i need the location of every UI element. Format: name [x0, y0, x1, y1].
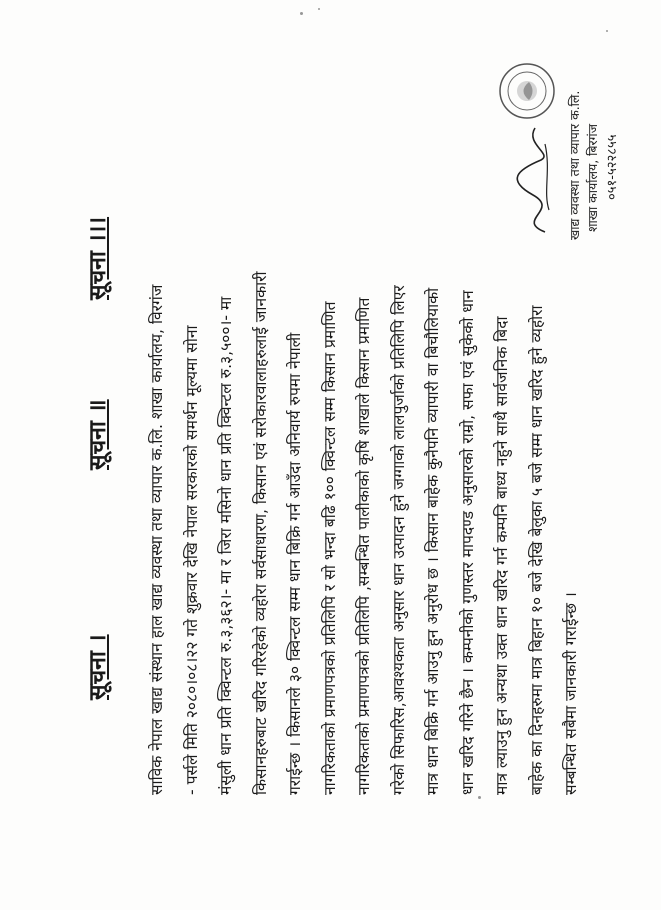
- signature-stamp-block: [480, 50, 630, 270]
- handwritten-signature: [505, 120, 565, 240]
- signature-branch-office: शाखा कार्यालय, बिरगंज: [585, 124, 600, 232]
- signature-office-name: खाद्य व्यवस्था तथा व्यापार क.लि.: [567, 90, 582, 240]
- notice-line: नागरिकताको प्रमाणपत्रको प्रतिलिपि ,सम्बन्धित पालीकाको कृषि शाखाले किसान प्रमाणित: [355, 297, 373, 795]
- notice-line: सम्बन्धित सबैमा जानकारी गराईन्छ ।: [562, 592, 580, 795]
- notice-line: नागरिकताको प्रमाणपत्रको प्रतिलिपि र सो भन्दा बढि १०० क्विन्टल सम्म किसान प्रमाणित: [320, 301, 339, 795]
- notice-line: धान खरिद गरिने छैन । कम्पनीको गुणस्तर मापदण्ड अनुसारको राम्रो, सफा एवं सुकेको धान: [458, 290, 477, 795]
- notice-line: गरेको सिफारिस,आवश्यकता अनुसार धान उत्पादन हुने जग्गाको लालपुर्जाको प्रतिलिपि लिएर: [389, 285, 408, 795]
- notice-headline: [80, 100, 120, 700]
- notice-line: बाहेक का दिनहरुमा मात्र बिहान १० बजे देखि बेलुका ५ बजे सम्म धान खरिद हुने व्यहोरा: [527, 305, 546, 795]
- notice-line: गराईन्छ । किसानले ३० क्विन्टल सम्म धान बिक्रि गर्न आउँदा अनिवार्य रुपमा नेपाली: [286, 332, 304, 795]
- notice-line: मंसुली धान प्रति क्विन्टल रु.३,३६२।- मा र जिरा मसिनो धान प्रति क्विन्टल रु.३,५००।- मा: [217, 296, 235, 795]
- notice-heading-2: सूचना ॥: [85, 399, 111, 470]
- notice-line: साविक नेपाल खाद्य संस्थान हाल खाद्य व्यवस्था तथा व्यापार क.लि. शाखा कार्यालय, विरगंज: [148, 284, 166, 795]
- office-stamp: [498, 62, 556, 120]
- notice-line: - पर्सले मिति २०८०।०८।२२ गते शुक्रवार देखि नेपाल सरकारको समर्थन मूल्यमा सोना: [182, 325, 201, 795]
- signature-phone: ०५१-५२२८५५: [605, 134, 620, 200]
- notice-line: मात्र धान बिक्रि गर्न आउनु हुन अनुरोध छ । किसान बाहेक कुनैपनि व्यापारी वा बिचौलियाको: [424, 287, 442, 795]
- notice-line: किसानहरुबाट खरिद गरिरहेको व्यहोरा सर्वसाधारण, किसान एवं सरोकारवालाहरुलाई जानकारी: [251, 271, 270, 795]
- notice-heading-3: सूचना ।।।: [85, 216, 111, 300]
- notice-heading-1: सूचना ।: [85, 634, 111, 700]
- notice-line: मात्र ल्याउनु हुन अन्यथा उक्त धान खरिद गर्न कम्पनि बाध्य नहुने साथै सार्वजनिक बिदा: [493, 316, 511, 795]
